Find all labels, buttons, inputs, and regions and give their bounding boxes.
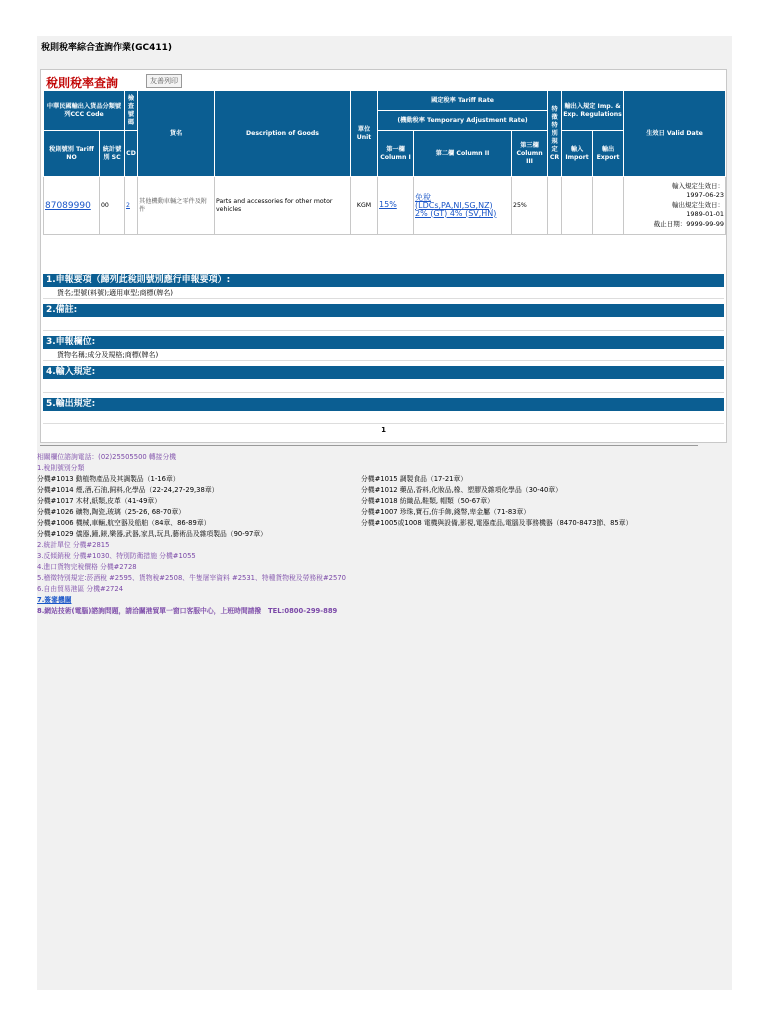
header-ccc-code: 中華民國輸出入貨品分類號列CCC Code — [44, 91, 125, 131]
tariff-query-panel — [40, 69, 727, 443]
extension-left: 分機#1014 煙,酒,石油,飼料,化學品（22-24,27-29,38章） — [37, 486, 219, 494]
extension-left: 分機#1029 儀器,鐘,錶,樂器,武器,家具,玩具,藝術品及雜項製品（90-97章） — [37, 530, 267, 538]
page-number-link[interactable]: 1 — [381, 426, 386, 434]
header-column-2: 第二欄 Column II — [414, 131, 512, 177]
page-title: 稅則稅率綜合查詢作業(GC411) — [41, 43, 173, 53]
info-tech-support: 8.網站技術(電腦)諮詢問題，請洽關港貿單一窗口客服中心，上班時間請撥 TEL:0800-299-889 — [37, 607, 338, 615]
section-declaration-fields: 3.申報欄位: — [43, 336, 724, 349]
section-declaration-items: 1.申報要項（歸列此稅則號別應行申報要項）: — [43, 274, 724, 287]
review-agency-link[interactable]: 7.簽審機關 — [37, 596, 72, 604]
cell-goods-name: 其他機動車輛之零件及附件 — [138, 177, 215, 235]
extension-right: 分機#1018 紡織品,鞋類, 帽類（50-67章） — [361, 497, 494, 505]
cell-export — [593, 177, 624, 235]
end-date-value: 9999-99-99 — [686, 219, 725, 228]
extension-row — [37, 496, 732, 507]
cell-column-3: 25% — [512, 177, 548, 235]
extension-left: 分機#1006 機械,車輛,航空器及船舶（84章、86-89章） — [37, 519, 211, 527]
header-temp-rate: (機動稅率 Temporary Adjustment Rate) — [378, 111, 548, 131]
header-unit: 單位 Unit — [351, 91, 378, 177]
section-export-regulations: 5.輸出規定: — [43, 398, 724, 411]
header-export: 輸出 Export — [593, 131, 624, 177]
cd-link[interactable]: 2 — [126, 201, 130, 209]
header-description: Description of Goods — [215, 91, 351, 177]
cell-special — [548, 177, 562, 235]
header-imp-exp-regulations: 輸出入規定 Imp. & Exp. Regulations — [562, 91, 624, 131]
info-heading-tariff-class: 1.稅則號別分類 — [37, 464, 85, 472]
cell-sc: 00 — [100, 177, 125, 235]
column-2-rate-ldcs[interactable]: (LDCs,PA,NI,SG,NZ) — [415, 200, 493, 210]
column-1-rate-link[interactable]: 15% — [379, 200, 397, 209]
header-column-1: 第一欄 Column I — [378, 131, 414, 177]
export-date-label: 輸出規定生效日： — [672, 200, 725, 209]
table-row — [44, 177, 726, 235]
extension-left: 分機#1026 礦物,陶瓷,玻璃（25-26, 68-70章） — [37, 508, 186, 516]
end-date — [625, 220, 724, 230]
info-customs-value: 4.進口貨物完稅價格 分機#2728 — [37, 563, 137, 571]
header-import: 輸入 Import — [562, 131, 593, 177]
info-free-trade-zone: 6.自由貿易港區 分機#2724 — [37, 585, 124, 593]
extension-right: 分機#1005或1008 電機與設備,影視,電器產品,電腦及事務機器（8470-8473節、85章） — [361, 519, 633, 527]
extension-right: 分機#1012 藥品,香料,化妝品,橡、塑膠及雜項化學品（30-40章） — [361, 486, 562, 494]
cell-description: Parts and accessories for other motor vehicles — [215, 177, 351, 235]
extension-row — [37, 485, 732, 496]
contact-info — [37, 452, 732, 617]
header-goods-name: 貨名 — [138, 91, 215, 177]
section-import-regulations: 4.輸入規定: — [43, 366, 724, 379]
export-regulations-text — [43, 413, 724, 424]
extension-row — [37, 529, 732, 540]
header-cd: CD — [125, 131, 138, 177]
info-stat-unit: 2.統計單位 分機#2815 — [37, 541, 110, 549]
extension-row — [37, 518, 732, 529]
tariff-table — [43, 90, 726, 235]
extension-row — [37, 474, 732, 485]
header-valid-date: 生效日 Valid Date — [624, 91, 726, 177]
end-date-label: 截止日期： — [653, 219, 687, 228]
panel-title: 稅則稅率查詢 — [46, 76, 119, 90]
page-number[interactable] — [41, 426, 726, 434]
import-regulations-text — [43, 382, 724, 393]
header-special-regulation: 特徵特別規定CR — [548, 91, 562, 177]
export-date: 1989-01-01 — [686, 210, 725, 219]
info-phone: 相關欄位諮詢電話：(02)25505500 轉接分機 — [37, 453, 177, 461]
page-container — [37, 36, 732, 990]
import-date: 1997-06-23 — [686, 191, 725, 200]
extension-right: 分機#1007 珍珠,寶石,仿手飾,錢幣,卑金屬（71-83章） — [361, 508, 531, 516]
cell-valid-dates — [624, 177, 726, 235]
declaration-items-text: 貨名;型號(料號);適用車型;商標(牌名) — [43, 288, 724, 299]
extension-right: 分機#1015 調製食品（17-21章） — [361, 475, 468, 483]
import-date-label: 輸入規定生效日： — [672, 181, 725, 190]
column-2-rate-gt-sv[interactable]: 2% (GT) 4% (SV,HN) — [415, 208, 497, 218]
cell-unit: KGM — [351, 177, 378, 235]
header-inspect: 檢查號碼 — [125, 91, 138, 131]
extension-row — [37, 507, 732, 518]
declaration-fields-text: 貨物名稱;成分及規格;商標(牌名) — [43, 350, 724, 361]
header-tariff-rate: 國定稅率 Tariff Rate — [378, 91, 548, 111]
extension-list — [37, 474, 732, 540]
section-remarks: 2.備註: — [43, 304, 724, 317]
extension-left: 分機#1013 動植物產品及其調製品（1-16章） — [37, 475, 180, 483]
header-stat-no: 統計號別 SC — [100, 131, 125, 177]
friendly-print-button[interactable]: 友善列印 — [146, 74, 182, 88]
header-column-3: 第三欄 Column III — [512, 131, 548, 177]
cell-import — [562, 177, 593, 235]
info-special-regulation: 5.稽徵特別規定:菸酒稅 #2595、貨物稅#2508、牛隻屠宰資料 #2531、特種貨物稅及勞務稅#2570 — [37, 574, 346, 582]
column-2-rate-free[interactable]: 免稅 — [415, 192, 432, 202]
remarks-text — [43, 320, 724, 331]
divider — [40, 445, 698, 446]
tariff-no-link[interactable]: 87089990 — [45, 200, 91, 211]
header-tariff-no: 稅則號別 Tariff NO — [44, 131, 100, 177]
extension-left: 分機#1017 木材,紙類,皮革（41-49章） — [37, 497, 161, 505]
info-anti-dumping: 3.反傾銷稅 分機#1030、特別防衛措施 分機#1055 — [37, 552, 196, 560]
